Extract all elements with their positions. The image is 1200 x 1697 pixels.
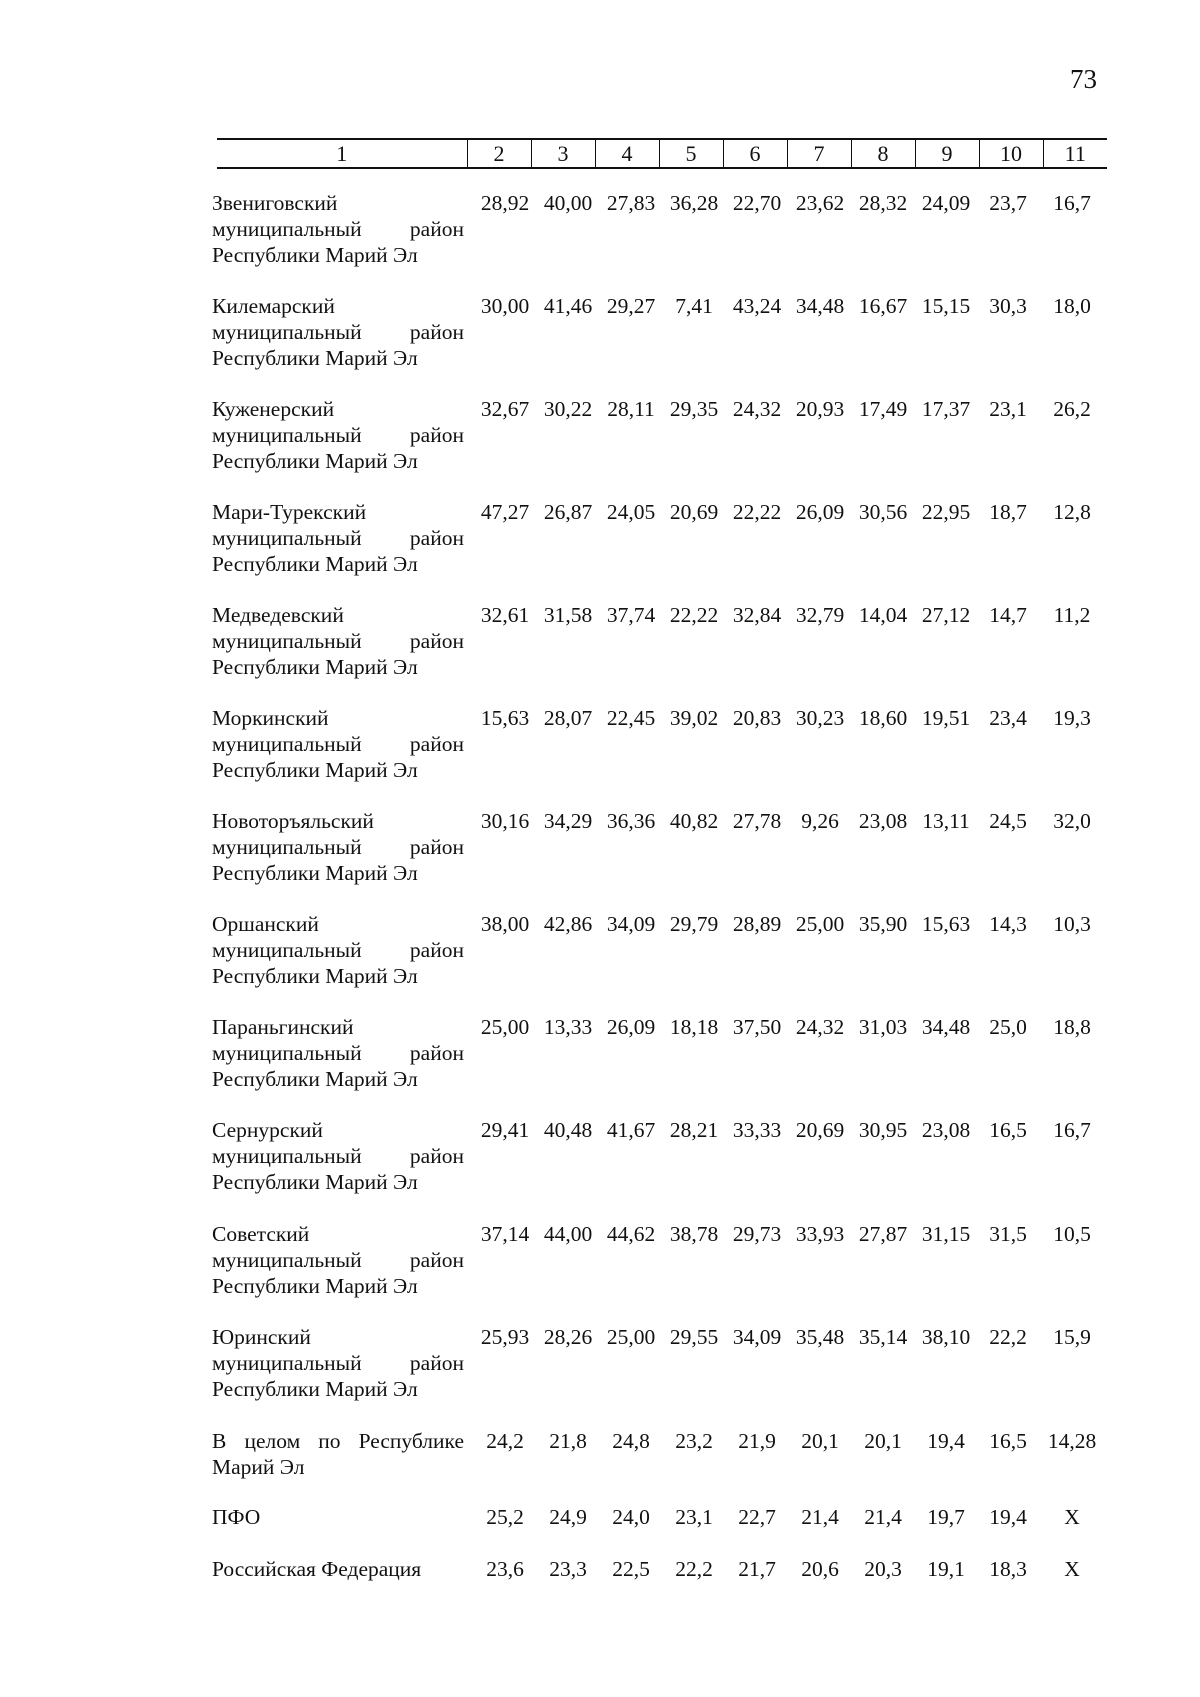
row-label-line: Звениговский — [212, 191, 338, 215]
table-cell: 33,33 — [732, 1118, 782, 1142]
table-cell: 23,1 — [675, 1505, 713, 1529]
table-cell: 19,4 — [989, 1505, 1027, 1529]
table-cell: 24,9 — [549, 1505, 587, 1529]
table-cell: 20,69 — [669, 500, 719, 524]
table-cell: 24,09 — [921, 191, 971, 215]
table-cell: 35,48 — [795, 1325, 845, 1349]
table-cell: 15,15 — [921, 294, 971, 318]
row-label-line: Республики Марий Эл — [212, 243, 418, 267]
table-cell: 28,07 — [543, 706, 593, 730]
table-cell: 34,48 — [795, 294, 845, 318]
column-header-2: 2 — [467, 139, 531, 168]
table-cell: 32,0 — [1053, 809, 1091, 833]
table-cell: 23,4 — [989, 706, 1027, 730]
table-cell: 19,3 — [1053, 706, 1091, 730]
table-cell: 23,3 — [549, 1557, 587, 1581]
table-cell: 14,3 — [989, 912, 1027, 936]
table-cell: 21,7 — [738, 1557, 776, 1581]
table-cell: 36,28 — [669, 191, 719, 215]
row-label — [212, 1428, 464, 1480]
table-cell: 16,67 — [858, 294, 908, 318]
table-cell: 30,95 — [858, 1118, 908, 1142]
table-cell: 44,00 — [543, 1222, 593, 1246]
table-cell: 14,7 — [989, 603, 1027, 627]
table-cell: 7,41 — [675, 294, 713, 318]
row-label-line: Республики Марий Эл — [212, 1067, 418, 1091]
row-label-line: муниципальный район — [212, 1041, 464, 1065]
table-cell: 19,1 — [927, 1557, 965, 1581]
table-cell: 20,3 — [864, 1557, 902, 1581]
table-cell: 30,22 — [543, 397, 593, 421]
row-label — [212, 190, 464, 268]
table-cell: 29,41 — [480, 1118, 530, 1142]
row-label-line: Куженерский — [212, 397, 335, 421]
table-cell: 22,95 — [921, 500, 971, 524]
table-cell: 21,4 — [801, 1505, 839, 1529]
table-cell: 37,50 — [732, 1015, 782, 1039]
table-cell: 23,2 — [675, 1429, 713, 1453]
table-cell: X — [1064, 1505, 1080, 1529]
table-cell: 30,00 — [480, 294, 530, 318]
table-cell: 20,1 — [864, 1429, 902, 1453]
table-cell: 24,32 — [795, 1015, 845, 1039]
table-cell: 25,00 — [795, 912, 845, 936]
table-cell: 21,4 — [864, 1505, 902, 1529]
column-header-7: 7 — [787, 139, 851, 168]
table-cell: 30,3 — [989, 294, 1027, 318]
row-label-line: муниципальный район — [212, 526, 464, 550]
table-cell: 24,8 — [612, 1429, 650, 1453]
row-label-line: муниципальный район — [212, 320, 464, 344]
row-label-line: муниципальный район — [212, 629, 464, 653]
column-header-9: 9 — [915, 139, 979, 168]
table-cell: 30,16 — [480, 809, 530, 833]
table-cell: 44,62 — [606, 1222, 656, 1246]
table-cell: 23,7 — [989, 191, 1027, 215]
row-label-line: Республики Марий Эл — [212, 449, 418, 473]
table-cell: 38,78 — [669, 1222, 719, 1246]
table-cell: X — [1064, 1557, 1080, 1581]
table-cell: 28,26 — [543, 1325, 593, 1349]
row-label-line: муниципальный район — [212, 1248, 464, 1272]
row-label — [212, 1324, 464, 1402]
row-label-line: муниципальный район — [212, 938, 464, 962]
row-label-line: муниципальный район — [212, 423, 464, 447]
table-cell: 23,62 — [795, 191, 845, 215]
table-cell: 26,09 — [795, 500, 845, 524]
table-cell: 21,8 — [549, 1429, 587, 1453]
table-cell: 40,00 — [543, 191, 593, 215]
table-cell: 27,83 — [606, 191, 656, 215]
table-cell: 27,12 — [921, 603, 971, 627]
table-cell: 29,27 — [606, 294, 656, 318]
row-label-line: Республики Марий Эл — [212, 346, 418, 370]
table-cell: 41,67 — [606, 1118, 656, 1142]
table-cell: 32,79 — [795, 603, 845, 627]
table-cell: 18,7 — [989, 500, 1027, 524]
column-header-10: 10 — [979, 139, 1043, 168]
table-cell: 18,0 — [1053, 294, 1091, 318]
table-cell: 22,70 — [732, 191, 782, 215]
table-cell: 34,09 — [606, 912, 656, 936]
row-label — [212, 1556, 464, 1582]
row-label-line: Республики Марий Эл — [212, 552, 418, 576]
table-cell: 25,00 — [480, 1015, 530, 1039]
row-label-line: ПФО — [212, 1505, 261, 1529]
table-cell: 22,45 — [606, 706, 656, 730]
column-number-header — [217, 138, 1107, 169]
column-header-11: 11 — [1043, 139, 1107, 168]
column-header-3: 3 — [531, 139, 595, 168]
table-cell: 16,5 — [989, 1429, 1027, 1453]
table-cell: 28,92 — [480, 191, 530, 215]
row-label — [212, 1221, 464, 1299]
table-cell: 18,18 — [669, 1015, 719, 1039]
row-label-line: Республики Марий Эл — [212, 1274, 418, 1298]
row-label-line: Республики Марий Эл — [212, 861, 418, 885]
table-cell: 9,26 — [801, 809, 839, 833]
table-cell: 18,60 — [858, 706, 908, 730]
table-cell: 23,1 — [989, 397, 1027, 421]
table-cell: 35,14 — [858, 1325, 908, 1349]
table-cell: 38,00 — [480, 912, 530, 936]
table-cell: 17,49 — [858, 397, 908, 421]
table-cell: 31,03 — [858, 1015, 908, 1039]
table-cell: 22,5 — [612, 1557, 650, 1581]
table-cell: 11,2 — [1053, 603, 1091, 627]
table-cell: 15,63 — [480, 706, 530, 730]
table-cell: 10,3 — [1053, 912, 1091, 936]
table-cell: 28,89 — [732, 912, 782, 936]
table-cell: 23,08 — [921, 1118, 971, 1142]
table-cell: 29,35 — [669, 397, 719, 421]
table-cell: 27,87 — [858, 1222, 908, 1246]
table-cell: 20,93 — [795, 397, 845, 421]
table-cell: 13,33 — [543, 1015, 593, 1039]
row-label — [212, 396, 464, 474]
table-cell: 19,4 — [927, 1429, 965, 1453]
row-label-line: Советский — [212, 1222, 310, 1246]
row-label — [212, 293, 464, 371]
table-cell: 29,73 — [732, 1222, 782, 1246]
table-cell: 22,2 — [989, 1325, 1027, 1349]
row-label-line: Республики Марий Эл — [212, 1170, 418, 1194]
row-label-line: Килемарский — [212, 294, 335, 318]
table-cell: 40,48 — [543, 1118, 593, 1142]
table-cell: 29,55 — [669, 1325, 719, 1349]
table-cell: 34,09 — [732, 1325, 782, 1349]
row-label-line: муниципальный район — [212, 217, 464, 241]
row-label-line: Медведевский — [212, 603, 344, 627]
table-cell: 16,7 — [1053, 1118, 1091, 1142]
table-cell: 24,32 — [732, 397, 782, 421]
row-label — [212, 808, 464, 886]
table-cell: 31,15 — [921, 1222, 971, 1246]
table-cell: 26,87 — [543, 500, 593, 524]
table-cell: 15,9 — [1053, 1325, 1091, 1349]
row-label — [212, 705, 464, 783]
row-label-line: муниципальный район — [212, 1351, 464, 1375]
table-cell: 18,8 — [1053, 1015, 1091, 1039]
table-cell: 31,5 — [989, 1222, 1027, 1246]
table-cell: 20,6 — [801, 1557, 839, 1581]
table-cell: 26,2 — [1053, 397, 1091, 421]
table-cell: 34,29 — [543, 809, 593, 833]
table-cell: 15,63 — [921, 912, 971, 936]
table-cell: 33,93 — [795, 1222, 845, 1246]
table-cell: 34,48 — [921, 1015, 971, 1039]
row-label-line: муниципальный район — [212, 835, 464, 859]
column-header-4: 4 — [595, 139, 659, 168]
table-cell: 24,2 — [486, 1429, 524, 1453]
table-cell: 22,2 — [675, 1557, 713, 1581]
column-header-5: 5 — [659, 139, 723, 168]
table-cell: 19,7 — [927, 1505, 965, 1529]
row-label — [212, 1504, 464, 1530]
table-cell: 47,27 — [480, 500, 530, 524]
table-cell: 38,10 — [921, 1325, 971, 1349]
table-cell: 30,56 — [858, 500, 908, 524]
table-cell: 14,04 — [858, 603, 908, 627]
row-label-line: Республики Марий Эл — [212, 964, 418, 988]
column-header-1: 1 — [217, 139, 467, 168]
table-cell: 30,23 — [795, 706, 845, 730]
row-label-line: Мари-Турекский — [212, 500, 367, 524]
row-label-line: Моркинский — [212, 706, 329, 730]
table-cell: 20,1 — [801, 1429, 839, 1453]
table-cell: 22,7 — [738, 1505, 776, 1529]
table-cell: 37,74 — [606, 603, 656, 627]
row-label-line: Параньгинский — [212, 1015, 354, 1039]
row-label-line: Республики Марий Эл — [212, 655, 418, 679]
row-label — [212, 1117, 464, 1195]
table-cell: 31,58 — [543, 603, 593, 627]
table-cell: 24,5 — [989, 809, 1027, 833]
table-cell: 28,32 — [858, 191, 908, 215]
page-number: 73 — [1070, 64, 1097, 94]
table-cell: 36,36 — [606, 809, 656, 833]
table-cell: 29,79 — [669, 912, 719, 936]
column-header-6: 6 — [723, 139, 787, 168]
table-cell: 27,78 — [732, 809, 782, 833]
table-cell: 23,6 — [486, 1557, 524, 1581]
table-cell: 17,37 — [921, 397, 971, 421]
table-cell: 22,22 — [669, 603, 719, 627]
row-label-line: муниципальный район — [212, 1144, 464, 1168]
table-cell: 37,14 — [480, 1222, 530, 1246]
table-cell: 10,5 — [1053, 1222, 1091, 1246]
table-cell: 20,69 — [795, 1118, 845, 1142]
table-cell: 35,90 — [858, 912, 908, 936]
table-cell: 26,09 — [606, 1015, 656, 1039]
table-cell: 22,22 — [732, 500, 782, 524]
row-label-line: Российская Федерация — [212, 1557, 422, 1581]
row-label — [212, 1014, 464, 1092]
table-cell: 32,84 — [732, 603, 782, 627]
table-cell: 25,00 — [606, 1325, 656, 1349]
table-cell: 24,05 — [606, 500, 656, 524]
row-label-line: муниципальный район — [212, 732, 464, 756]
table-cell: 42,86 — [543, 912, 593, 936]
row-label-line: Марий Эл — [212, 1455, 305, 1479]
row-label-line: В целом по Республике — [212, 1429, 464, 1453]
table-cell: 24,0 — [612, 1505, 650, 1529]
row-label — [212, 911, 464, 989]
table-cell: 19,51 — [921, 706, 971, 730]
table-cell: 23,08 — [858, 809, 908, 833]
table-cell: 25,2 — [486, 1505, 524, 1529]
table-cell: 40,82 — [669, 809, 719, 833]
table-cell: 21,9 — [738, 1429, 776, 1453]
row-label-line: Новоторъяльский — [212, 809, 374, 833]
row-label-line: Республики Марий Эл — [212, 1377, 418, 1401]
table-cell: 16,7 — [1053, 191, 1091, 215]
table-cell: 12,8 — [1053, 500, 1091, 524]
table-cell: 28,21 — [669, 1118, 719, 1142]
row-label-line: Республики Марий Эл — [212, 758, 418, 782]
table-cell: 41,46 — [543, 294, 593, 318]
table-cell: 39,02 — [669, 706, 719, 730]
table-cell: 28,11 — [607, 397, 655, 421]
table-cell: 25,93 — [480, 1325, 530, 1349]
table-cell: 32,67 — [480, 397, 530, 421]
row-label-line: Оршанский — [212, 912, 319, 936]
row-label-line: Сернурский — [212, 1118, 323, 1142]
table-cell: 13,11 — [922, 809, 970, 833]
table-cell: 43,24 — [732, 294, 782, 318]
table-cell: 32,61 — [480, 603, 530, 627]
table-cell: 20,83 — [732, 706, 782, 730]
row-label — [212, 499, 464, 577]
table-cell: 14,28 — [1047, 1429, 1097, 1453]
row-label-line: Юринский — [212, 1325, 311, 1349]
column-header-8: 8 — [851, 139, 915, 168]
row-label — [212, 602, 464, 680]
table-cell: 25,0 — [989, 1015, 1027, 1039]
table-cell: 18,3 — [989, 1557, 1027, 1581]
table-cell: 16,5 — [989, 1118, 1027, 1142]
